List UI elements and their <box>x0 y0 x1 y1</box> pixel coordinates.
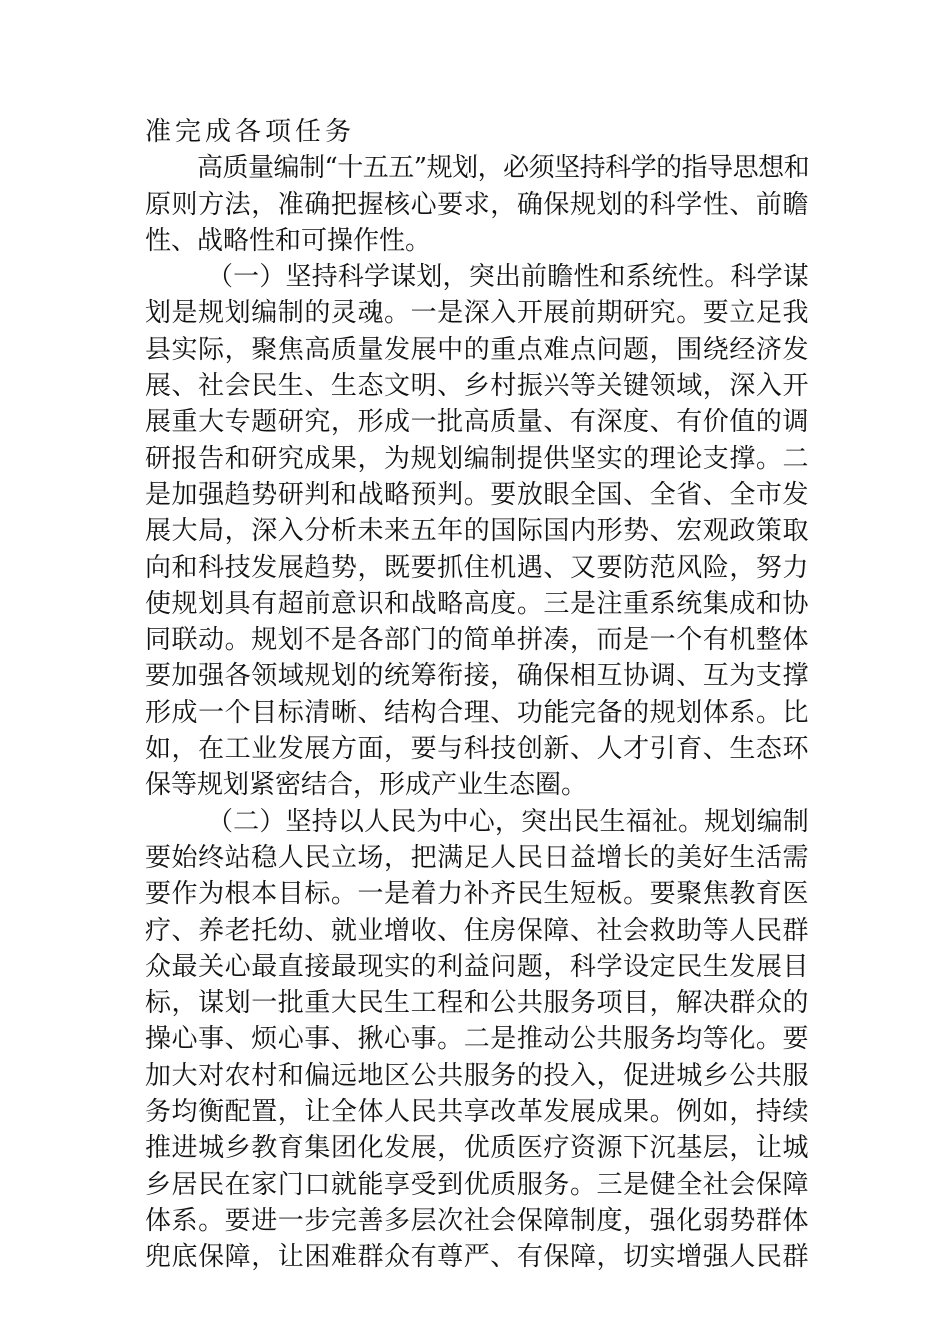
text-line: 原则方法，准确把握核心要求，确保规划的科学性、前瞻 <box>145 189 809 220</box>
text-line: 形成一个目标清晰、结构合理、功能完备的规划体系。比 <box>145 697 809 728</box>
text-line: 划是规划编制的灵魂。一是深入开展前期研究。要立足我 <box>145 298 809 329</box>
text-line: 要作为根本目标。一是着力补齐民生短板。要聚焦教育医 <box>145 879 809 910</box>
text-line: 推进城乡教育集团化发展，优质医疗资源下沉基层，让城 <box>145 1133 809 1164</box>
text-line: 标，谋划一批重大民生工程和公共服务项目，解决群众的 <box>145 988 809 1019</box>
body-text <box>145 114 809 1276</box>
text-line: 研报告和研究成果，为规划编制提供坚实的理论支撑。二 <box>145 443 809 474</box>
text-line: 性、战略性和可操作性。 <box>145 225 432 256</box>
text-line: 展重大专题研究，形成一批高质量、有深度、有价值的调 <box>145 407 809 438</box>
text-line: 操心事、烦心事、揪心事。二是推动公共服务均等化。要 <box>145 1024 809 1055</box>
text-line: 众最关心最直接最现实的利益问题，科学设定民生发展目 <box>145 951 809 982</box>
text-line: （二）坚持以人民为中心，突出民生福祉。规划编制 <box>207 806 809 837</box>
text-line: 体系。要进一步完善多层次社会保障制度，强化弱势群体 <box>145 1205 809 1236</box>
text-line: 展大局，深入分析未来五年的国际国内形势、宏观政策取 <box>145 516 809 547</box>
text-line: 是加强趋势研判和战略预判。要放眼全国、全省、全市发 <box>145 479 809 510</box>
text-line: 加大对农村和偏远地区公共服务的投入，促进城乡公共服 <box>145 1060 809 1091</box>
text-line: 保等规划紧密结合，形成产业生态圈。 <box>145 770 588 801</box>
text-line: 要加强各领域规划的统筹衔接，确保相互协调、互为支撑 <box>145 661 809 692</box>
text-line: 如，在工业发展方面，要与科技创新、人才引育、生态环 <box>145 734 809 765</box>
text-line: 务均衡配置，让全体人民共享改革发展成果。例如，持续 <box>145 1097 809 1128</box>
text-line: 展、社会民生、生态文明、乡村振兴等关键领域，深入开 <box>145 371 809 402</box>
text-line: 准完成各项任务 <box>145 117 356 147</box>
text-line: 向和科技发展趋势，既要抓住机遇、又要防范风险，努力 <box>145 552 809 583</box>
text-line: 使规划具有超前意识和战略高度。三是注重系统集成和协 <box>145 588 809 619</box>
text-line: 兜底保障，让困难群众有尊严、有保障，切实增强人民群 <box>145 1242 809 1273</box>
text-line: 疗、养老托幼、就业增收、住房保障、社会救助等人民群 <box>145 915 809 946</box>
text-line: （一）坚持科学谋划，突出前瞻性和系统性。科学谋 <box>207 262 809 293</box>
text-line: 县实际，聚焦高质量发展中的重点难点问题，围绕经济发 <box>145 334 809 365</box>
text-line: 高质量编制“十五五”规划，必须坚持科学的指导思想和 <box>197 153 809 184</box>
text-line: 乡居民在家门口就能享受到优质服务。三是健全社会保障 <box>145 1169 809 1200</box>
text-line: 要始终站稳人民立场，把满足人民日益增长的美好生活需 <box>145 842 809 873</box>
text-line: 同联动。规划不是各部门的简单拼凑，而是一个有机整体 <box>145 625 809 656</box>
